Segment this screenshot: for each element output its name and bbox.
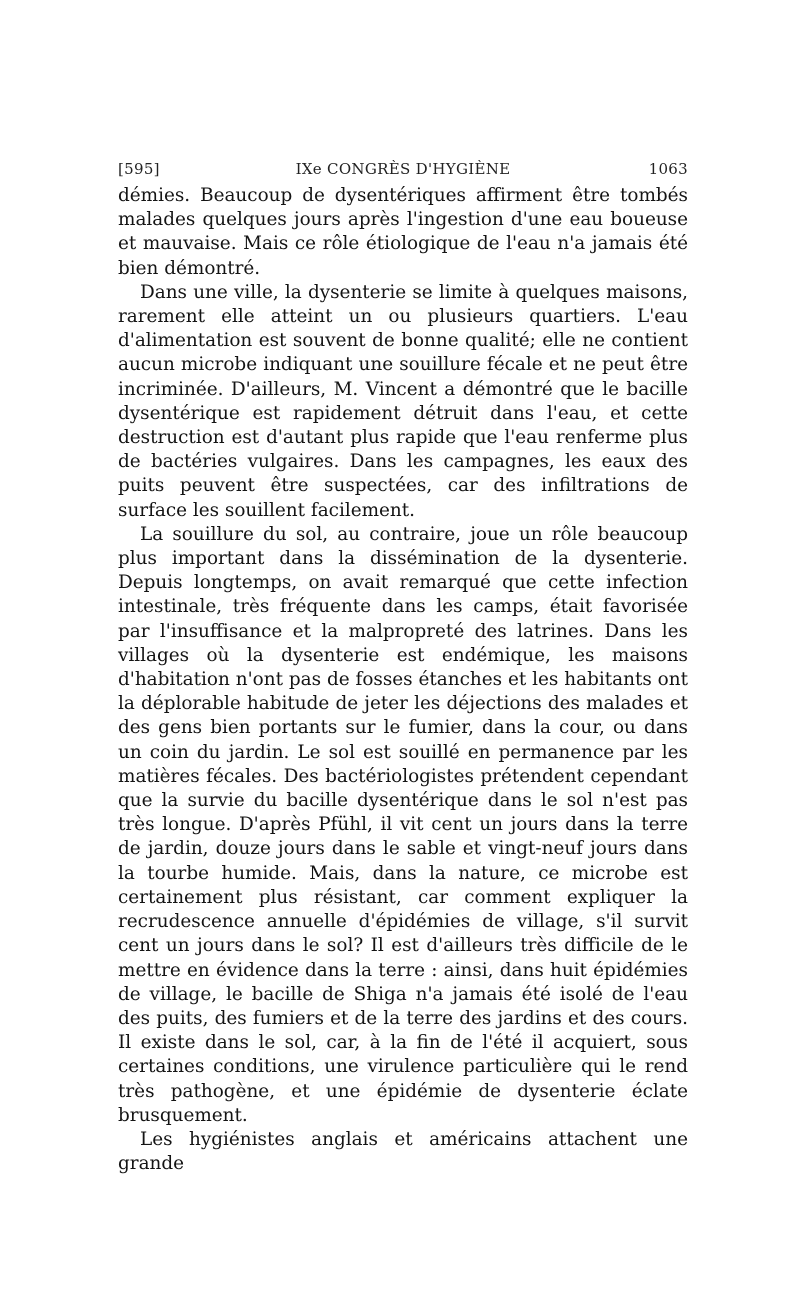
section-marker: [595] [118, 160, 160, 178]
page-number: 1063 [648, 160, 688, 178]
running-title: IXe CONGRÈS D'HYGIÈNE [295, 160, 511, 178]
book-page [118, 160, 688, 1176]
paragraph: Dans une ville, la dysenterie se limite à quelques maisons, rarement elle atteint un ou plusieurs quartiers. L'eau d'alimentation est souvent de bonne qualité; elle ne contient aucun microbe indiquant une souillure fécale et ne peut être incriminée. D'ailleurs, M. Vincent a démontré que le bacille dysentérique est rapidement détruit dans l'eau, et cette destruction est d'autant plus rapide que l'eau renferme plus de bactéries vulgaires. Dans les campagnes, les eaux des puits peuvent être suspectées, car des infiltrations de surface les souillent facilement. [118, 281, 688, 521]
body-text [118, 184, 688, 1176]
paragraph-continued: démies. Beaucoup de dysentériques affirment être tombés malades quelques jours après l'ingestion d'une eau boueuse et mauvaise. Mais ce rôle étiologique de l'eau n'a jamais été bien démontré. [118, 185, 688, 279]
paragraph: Les hygiénistes anglais et américains attachent une grande [118, 1128, 688, 1175]
running-header [118, 160, 688, 184]
paragraph: La souillure du sol, au contraire, joue un rôle beaucoup plus important dans la dissémination de la dysenterie. Depuis longtemps, on avait remarqué que cette infection intestinale, très fréquente dans les camps, était favorisée par l'insuffisance et la malpropreté des latrines. Dans les villages où la dysenterie est endémique, les maisons d'habitation n'ont pas de fosses étanches et les habitants ont la déplorable habitude de jeter les déjections des malades et des gens bien portants sur le fumier, dans la cour, ou dans un coin du jardin. Le sol est souillé en permanence par les matières fécales. Des bactériologistes prétendent cependant que la survie du bacille dysentérique dans le sol n'est pas très longue. D'après Pfühl, il vit cent un jours dans la terre de jardin, douze jours dans le sable et vingt-neuf jours dans la tourbe humide. Mais, dans la nature, ce microbe est certainement plus résistant, car comment expliquer la recrudescence annuelle d'épidémies de village, s'il survit cent un jours dans le sol? Il est d'ailleurs très difficile de le mettre en évidence dans la terre : ainsi, dans huit épidémies de village, le bacille de Shiga n'a jamais été isolé de l'eau des puits, des fumiers et de la terre des jardins et des cours. Il existe dans le sol, car, à la fin de l'été il acquiert, sous certaines conditions, une virulence particulière qui le rend très pathogène, et une épidémie de dysenterie éclate brusquement. [118, 523, 688, 1126]
